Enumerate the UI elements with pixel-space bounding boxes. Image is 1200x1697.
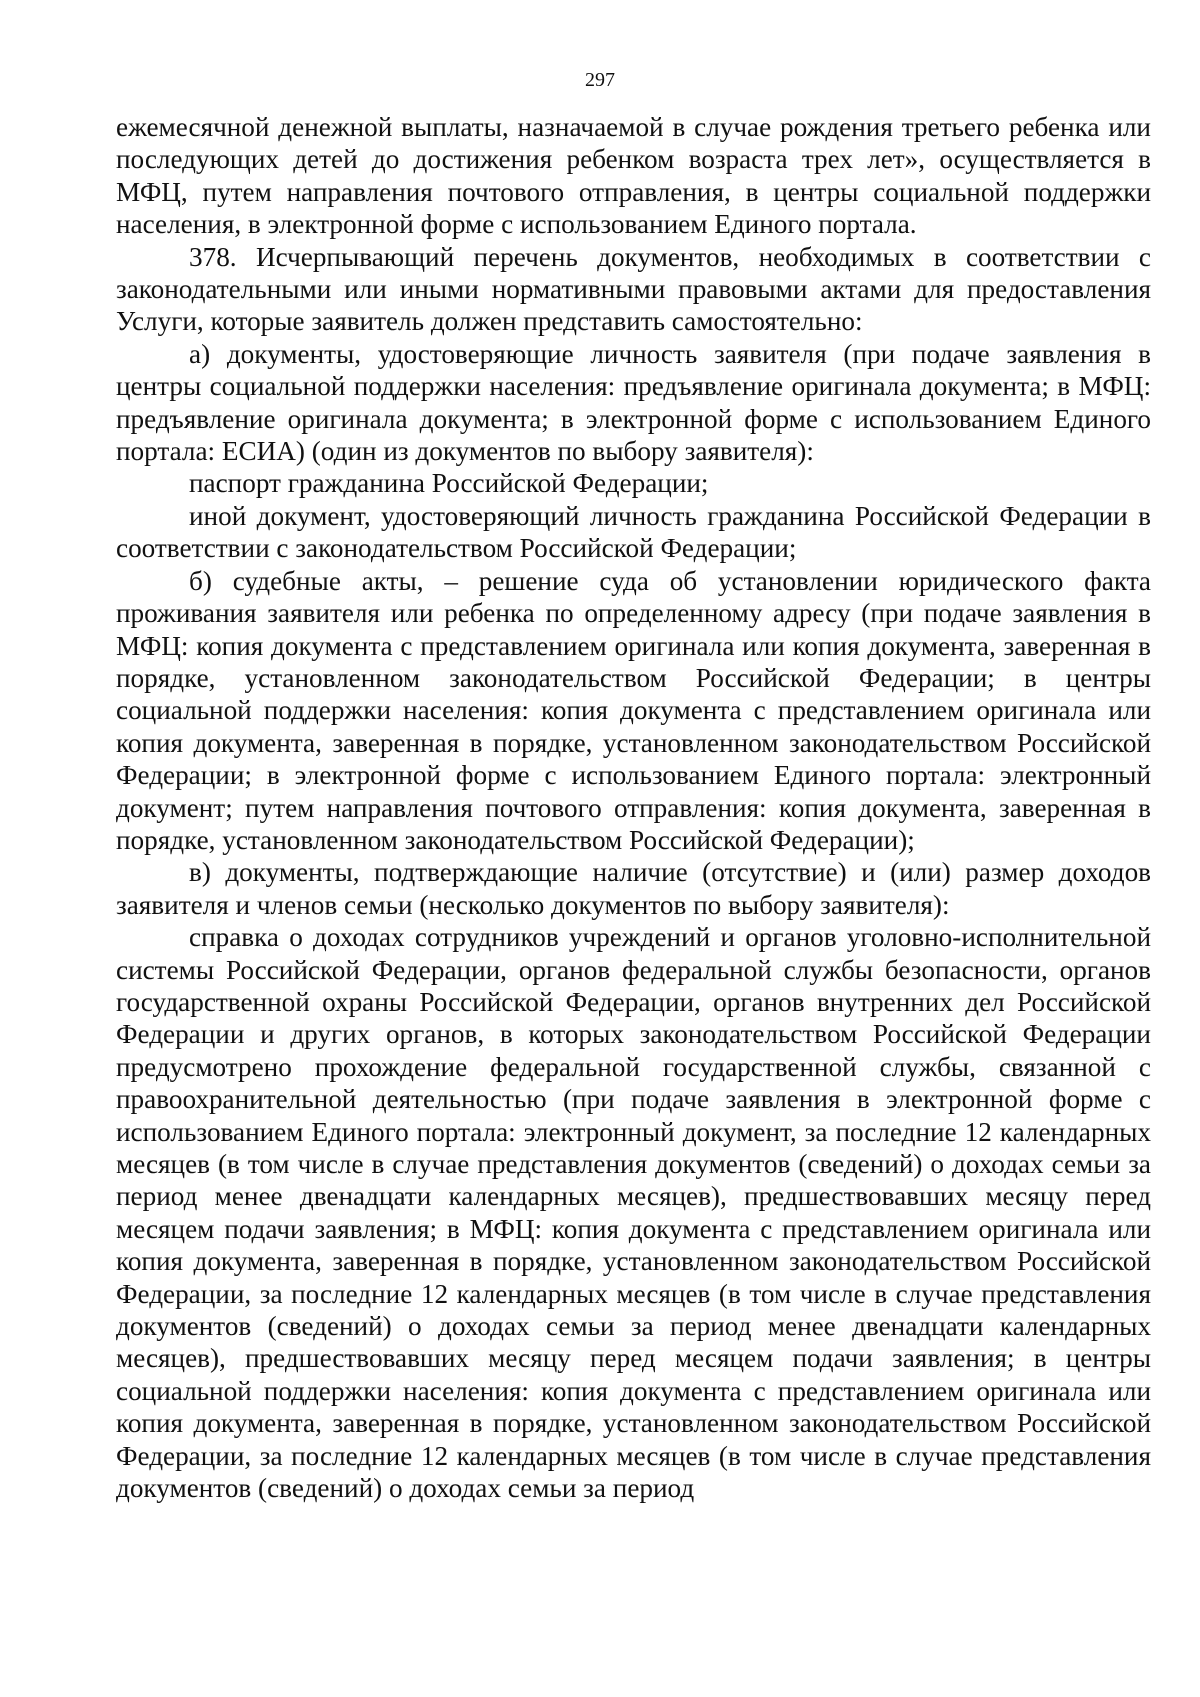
paragraph-item-378: 378. Исчерпывающий перечень документов, необходимых в соответствии с законодательными или иными нормативными правовыми актами для предоставления Услуги, которые заявитель должен представить самостоятельно:: [116, 241, 1151, 337]
document-body: [116, 111, 1151, 1504]
paragraph-income-certificate: справка о доходах сотрудников учреждений и органов уголовно-исполнительной системы Российской Федерации, органов федеральной службы безопасности, органов государственной охраны Российской Федерации, органов внутренних дел Российской Федерации и других органов, в которых законодательством Российской Федерации предусмотрено прохождение федеральной государственной службы, связанной с правоохранительной деятельностью (при подаче заявления в электронной форме с использованием Единого портала: электронный документ, за последние 12 календарных месяцев (в том числе в случае представления документов (сведений) о доходах семьи за период менее двенадцати календарных месяцев), предшествовавших месяцу перед месяцем подачи заявления; в МФЦ: копия документа с представлением оригинала или копия документа, заверенная в порядке, установленном законодательством Российской Федерации, за последние 12 календарных месяцев (в том числе в случае представления документов (сведений) о доходах семьи за период менее двенадцати календарных месяцев), предшествовавших месяцу перед месяцем подачи заявления; в центры социальной поддержки населения: копия документа с представлением оригинала или копия документа, заверенная в порядке, установленном законодательством Российской Федерации, за последние 12 календарных месяцев (в том числе в случае представления документов (сведений) о доходах семьи за период: [116, 922, 1151, 1504]
paragraph-subitem-v: в) документы, подтверждающие наличие (отсутствие) и (или) размер доходов заявителя и членов семьи (несколько документов по выбору заявителя):: [116, 857, 1151, 920]
page-number: 297: [585, 69, 615, 91]
paragraph-other-id-document: иной документ, удостоверяющий личность гражданина Российской Федерации в соответствии с законодательством Российской Федерации;: [116, 500, 1151, 564]
paragraph-subitem-a: а) документы, удостоверяющие личность заявителя (при подаче заявления в центры социальной поддержки населения: предъявление оригинала документа; в МФЦ: предъявление оригинала документа; в электронной форме с использованием Единого портала: ЕСИА) (один из документов по выбору заявителя):: [116, 338, 1151, 467]
paragraph-continuation: ежемесячной денежной выплаты, назначаемой в случае рождения третьего ребенка или последующих детей до достижения ребенком возраста трех лет», осуществляется в МФЦ, путем направления почтового отправления, в центры социальной поддержки населения, в электронной форме с использованием Единого портала.: [116, 112, 1151, 240]
paragraph-subitem-b: б) судебные акты, – решение суда об установлении юридического факта проживания заявителя или ребенка по определенному адресу (при подаче заявления в МФЦ: копия документа с представлением оригинала или копия документа, заверенная в порядке, установленном законодательством Российской Федерации; в центры социальной поддержки населения: копия документа с представлением оригинала или копия документа, заверенная в порядке, установленном законодательством Российской Федерации; в электронной форме с использованием Единого портала: электронный документ; путем направления почтового отправления: копия документа, заверенная в порядке, установленном законодательством Российской Федерации);: [116, 565, 1151, 855]
paragraph-passport: паспорт гражданина Российской Федерации;: [189, 468, 709, 499]
